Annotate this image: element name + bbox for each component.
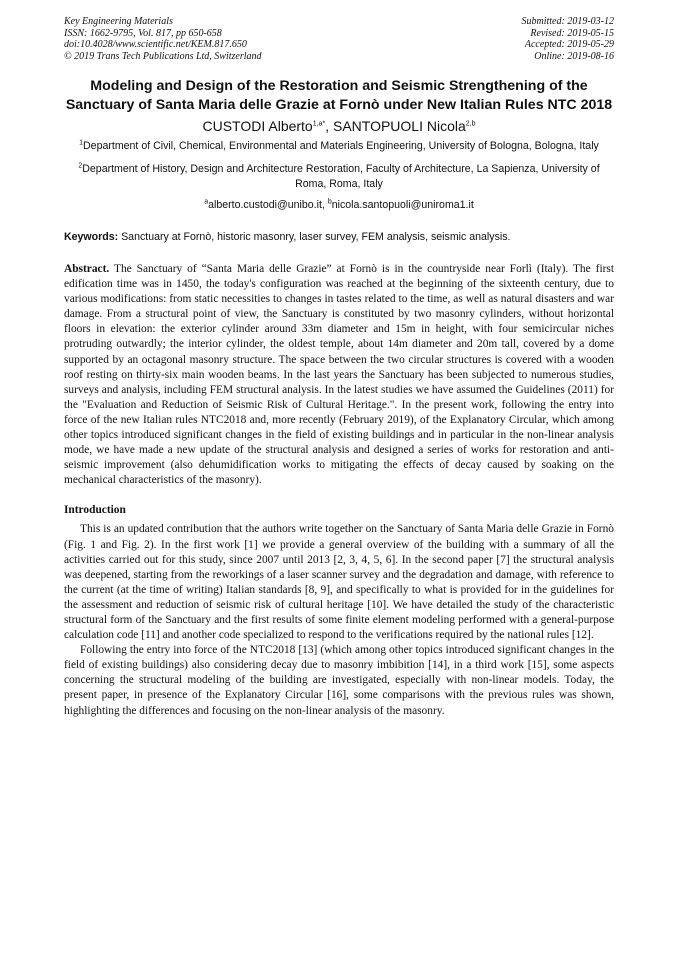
paragraph: Following the entry into force of the NTC2018 [13] (which among other topics introduced significant changes in the field of existing buildings) also considering decay due to masonry imbibition [14], in a third work [15], some aspects concerning the structural modeling of the building are investigated, especially with non-linear models. Today, the present paper, in presence of the Explanatory Circular [16], some comparisons with the previous rules was shown, highlighting the differences and focusing on the non-linear analysis of the masonry. <box>64 644 614 717</box>
keywords-text: Sanctuary at Fornò, historic masonry, laser survey, FEM analysis, seismic analysis. <box>118 231 511 243</box>
affiliation-text: Department of Civil, Chemical, Environmental and Materials Engineering, University of Bologna, Bologna, Italy <box>83 140 599 152</box>
accepted-date: Accepted: 2019-05-29 <box>524 39 614 50</box>
paper-title: Modeling and Design of the Restoration and Seismic Strengthening of the Sanctuary of Santa Maria delle Grazie at Fornò under New Italian Rules NTC 2018 <box>65 78 613 113</box>
section-heading: Introduction <box>64 504 126 517</box>
affiliation-superscript: 2 <box>78 162 83 170</box>
submitted-date: Submitted: 2019-03-12 <box>521 16 614 27</box>
email-superscript: b <box>327 198 332 206</box>
paragraph: This is an updated contribution that the authors write together on the Sanctuary of Santa Maria delle Grazie in Fornò (Fig. 1 and Fig. 2). In the first work [1] we provide a general overview of the building with a summary of all the activities carried out for this study, since 2007 until 2013 [2, 3, 4, 5, 6]. In the second paper [7] the structural analysis was deepened, starting from the reworkings of a laser scanner survey and the degradation and damage, with reference to the current (at the time of writing) Italian standards [8, 9], and specifically to what is provided for in the guidelines for the assessment and reduction of seismic risk of cultural heritage [10]. We have detailed the study of the characteristic structural form of the Sanctuary and the first results of some finite element modeling performed with a general-purpose calculation code [11] and another code specialized to respond to the verifications required by the national rules [12]. <box>64 523 614 642</box>
online-date: Online: 2019-08-16 <box>534 50 614 62</box>
affiliation <box>64 162 614 192</box>
author-superscript: 1,a* <box>312 120 326 128</box>
publication-dates <box>522 16 615 62</box>
journal-copyright: © 2019 Trans Tech Publications Ltd, Switzerland <box>64 50 262 62</box>
email-separator: , <box>321 199 328 211</box>
journal-name: Key Engineering Materials <box>64 16 173 27</box>
abstract-label: Abstract. <box>64 263 110 275</box>
affiliation-superscript: 1 <box>79 139 84 147</box>
email-link[interactable]: nicola.santopuoli@uniroma1.it <box>331 199 474 211</box>
journal-issn: ISSN: 1662-9795, Vol. 817, pp 650-658 <box>64 27 222 39</box>
affiliation <box>64 139 614 154</box>
author-separator: , <box>325 118 333 134</box>
affiliation-text: Department of History, Design and Architecture Restoration, Faculty of Architecture, La Sapienza, University of Roma, Roma, Italy <box>82 163 600 190</box>
revised-date: Revised: 2019-05-15 <box>530 27 614 39</box>
email-link[interactable]: alberto.custodi@unibo.it <box>208 199 322 211</box>
abstract-text: The Sanctuary of “Santa Maria delle Grazie” at Fornò is in the countryside near Forlì (Italy). The first edification time was in 1450, the today's configuration was reached at the beginning of the sixteenth century, due to various modifications: from static necessities to changes in tastes related to the time, as well as natural disasters and war damage. From a structural point of view, the Sanctuary is constituted by two masonry cylinders, without horizontal floors in elevation: the exterior cylinder around 33m diameter and 15m in height, with four semicircular niches protruding outwardly; the interior cylinder, the oldest temple, about 14m diameter and 20m tall, covered by a dome supported by an octagonal masonry structure. The space between the two circular structures is covered with a wooden roof resting on thirty-six main wooden beams. In the last years the Sanctuary has been subjected to numerous studies, surveys and analysis, including FEM structural analysis. In the latest studies we have assumed the Guidelines (2011) for the "Evaluation and Reduction of Seismic Risk of Cultural Heritage.". In the present work, following the entry into force of the new Italian rules NTC2018 and, more recently (February 2019), of the Explanatory Circular, which among other topics introduced significant changes in the field of existing buildings and in particular in the non-linear analysis mode, we have made a new update of the structural analysis and designed a series of works for restoration and anti-seismic improvement (also dehumidification works to mitigating the effects of decay caused by soaking on the mechanical characteristics of the masonry). <box>64 263 614 487</box>
email-superscript: a <box>204 198 209 206</box>
author-emails <box>64 198 614 213</box>
keywords-label: Keywords: <box>64 231 119 243</box>
author-list <box>64 117 614 135</box>
author-name: SANTOPUOLI Nicola <box>332 118 466 134</box>
author-superscript: 2,b <box>465 120 476 128</box>
journal-header <box>64 16 614 62</box>
journal-info <box>64 16 262 62</box>
journal-doi[interactable]: doi:10.4028/www.scientific.net/KEM.817.650 <box>64 39 247 50</box>
keywords <box>64 230 614 245</box>
abstract <box>64 262 614 488</box>
author-name: CUSTODI Alberto <box>202 118 313 134</box>
